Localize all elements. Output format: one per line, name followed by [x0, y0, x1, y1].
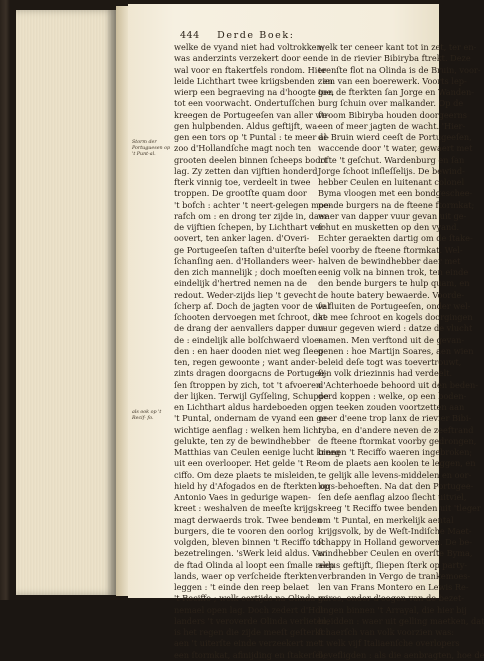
text-line: te gelijk alle levens-middelen en oor-	[318, 469, 472, 480]
text-line: kreegen de Portugeeſen van aller we-	[174, 109, 330, 120]
text-line: ſel voorby de fteene ftormkat. Wel-	[318, 244, 463, 255]
text-line: Echter geraekten dartig om de ſtake-	[318, 233, 473, 244]
text-line: waccende door 't water, gewaert met	[318, 143, 473, 154]
text-line: de Bruin wierd ceeſt de Portugeeſen,	[318, 132, 472, 142]
text-line: ſijn volk driezinnis had verdeelt.	[318, 368, 453, 379]
text-line: kreet : weshalven de meeſte krijgs-	[174, 503, 321, 514]
text-line: gelukte, ten zy de bewindhebber	[174, 435, 311, 446]
text-line: beleid deſe togt was toevertrouwt,	[318, 357, 462, 367]
text-line: derd koppen : welke, op een boden-	[318, 390, 467, 401]
text-line: eenig volk na binnen trok, ten einde	[318, 267, 469, 277]
text-column-left	[174, 42, 341, 661]
text-line: een ſtormkat, afinijding en ſtakerſel,	[174, 649, 326, 660]
text-line: welk ter ceneer kant tot in zet, ter en-	[318, 42, 477, 52]
text-line: neer d'eene trop lanx de rievier Bibi-	[318, 413, 472, 424]
text-line: Jorge ſchoot inſleſſelijs. De bewind-	[318, 165, 465, 176]
text-line: kreeg 't Reciffo twee benden uit 'tleger	[318, 503, 481, 514]
text-line: ſen deſe aenflag alzoo ſlecht uitviel,	[318, 492, 467, 502]
text-line: der lijken. Terwijl Gyſſeling, Schuppe	[174, 390, 329, 401]
text-line: ſchaerſch van volk voorzien was:	[318, 627, 455, 637]
text-line: Matthias van Ceulen eenige lucht kreeg	[174, 447, 341, 457]
text-line: ſchut en musketten op den vyand.	[318, 222, 460, 232]
page-edges	[16, 10, 116, 595]
text-line: ſcherp af. Doch de jagten voor de wal	[174, 300, 330, 311]
text-line: hield hy d'Afogados en de fterkten op	[174, 480, 330, 491]
text-line: de drang der aenvallers dapper dun-	[174, 323, 327, 334]
text-line: ftroom Bibiryba houden doorgeerns	[318, 109, 467, 120]
text-line: 't Puntal, ondernam de vyand een ge-	[174, 413, 330, 424]
text-line: burgers, die te vooren den oorlog	[174, 525, 314, 536]
text-line: lands, waer op verſcheide fterkten	[174, 570, 318, 581]
text-line: mires, onder d'oogen van de bezet-	[318, 593, 465, 604]
text-line: Byma vloogen met een bondgeschee-	[318, 188, 473, 199]
text-line: bezetrelingen. 'sWerk leid aldus. Van	[174, 548, 328, 559]
text-line: pende burgers na de fteene ftormkat;	[318, 199, 475, 210]
text-line: len van Frans Montero en Lewis Re-	[318, 582, 469, 592]
text-line: en Lichthart aldus hardeboeden op	[174, 402, 321, 412]
text-line: halven de bewindhebber daer met	[318, 255, 461, 266]
text-line: ſen ſtroppen by zich, tot 't afvoeren	[174, 379, 322, 390]
text-line: ſchooten dervoegen met ſchroot, dat	[174, 312, 327, 322]
text-line: aen 't uiterſte einde verzeekert met	[174, 638, 322, 649]
text-line: ſe fluiten de Portugeeſen, onder wel-	[318, 300, 471, 311]
text-line: hebber Ceulen en luitenant colonel	[318, 177, 465, 187]
text-line: volgden, bleven binnen 't Reciffo tot	[174, 537, 325, 547]
text-line: gen een tors op 't Puntal : te meer al-	[174, 132, 330, 142]
text-line: ciffo. Om deze plaets te misleiden,	[174, 469, 317, 480]
text-line: eindelijk d'hertred nemen na de	[174, 278, 308, 289]
text-line: bleidden : waer uit gelling maetken, dat	[318, 615, 484, 626]
text-line: zints dragen doorgacns de Portugee-	[174, 368, 328, 379]
text-line: om 't Puntal, en merkelijk aental	[318, 514, 454, 525]
text-line: de in de rievier Bibiryba ftrekt. Deze	[318, 53, 471, 64]
text-line: wierp een begraeving na d'hoogte toe,	[174, 87, 335, 97]
text-line: vuur gegeven wierd : datze de vlucht	[318, 323, 473, 334]
text-line: ryba, en d'andere neven de zeeftrand	[318, 424, 474, 435]
text-line: Antonio Vaes in gedurige wapen-	[174, 492, 311, 502]
text-line: gen hulpbenden. Aldus geftijft, wa-	[174, 120, 320, 131]
text-line: den bende burgers te hulp quam, en	[318, 278, 470, 289]
text-line: de houte batery bewaerde. Voorde-	[318, 289, 465, 300]
text-line: grooten deelen binnen ſcheeps boort	[174, 154, 328, 165]
text-line: de : eindelijk alle bolſchwaerd vloe-	[174, 334, 322, 345]
running-head	[180, 30, 295, 41]
text-line: leggen : 't einde den reep belaet	[174, 582, 309, 592]
text-line: logs-behoeften. Na dat den Portugee-	[318, 480, 474, 491]
book-page	[128, 4, 484, 660]
text-line: aldus geftijft, ſliepen ſterk op party-	[318, 559, 468, 570]
side-note-2: als ook op 't Recif- fo.	[132, 410, 162, 421]
text-line: genen : hoe Martijn Soares, aen wien	[318, 345, 474, 356]
text-line: de ftad Olinda al loopt een ſmalle reep	[174, 559, 335, 570]
text-line: gen teeken zouden voortzetten aan	[318, 402, 465, 412]
text-line: teenſte flot na Olinda is de Bruin, voor-	[318, 64, 481, 75]
text-line: 't bofch : achter 't neert-gelegen moe-	[174, 199, 332, 210]
text-line: redout. Weder-zijds liep 't gevecht	[174, 289, 317, 300]
text-line: om de plaets aen koolen te leggen, en	[318, 458, 476, 469]
text-line: burg ſchuin over malkander. Op de	[318, 98, 464, 109]
text-line: uit een overlooper. Het gelde 't Re-	[174, 458, 320, 469]
text-line: tot een voorwacht. Ondertuſſchen	[174, 98, 315, 109]
text-line: den zich mannelijk ; doch moeſten	[174, 267, 317, 277]
text-column-right	[318, 42, 484, 661]
text-line: zien van een boerewerk. Voorts lep-	[318, 75, 467, 86]
text-line: de vijftien ſchepen, by Lichthart ver-	[174, 222, 327, 232]
text-line: de fteene ftormkat voorby gedrongen,	[318, 435, 477, 446]
text-line: waer van dapper vuur gevan uit ge-	[318, 210, 467, 221]
text-line: den : en haer dooden niet weg ſleep-	[174, 345, 327, 356]
text-line: ſchanſing aen. d'Hollanders weer-	[174, 255, 316, 266]
text-line: wal voor en ftakertfels rondom. Hier	[174, 64, 327, 75]
text-line: oovert, ten anker lagen. d'Overi-	[174, 233, 310, 244]
text-line: namen. Men verftond uit de gevan-	[318, 334, 465, 345]
text-line: ge Portugeeſen taſten d'uiterſte be-	[174, 244, 322, 255]
text-line: een of meer jagten de wacht. 'Hier-	[318, 120, 466, 131]
text-line: krijgsvolk, by de Weſt-Indiſche Maet-	[318, 525, 472, 536]
text-line: verbranden in Vergo de trankemoes-	[318, 570, 471, 581]
text-line: ſchappy in Holland geworven. De be-	[318, 537, 473, 547]
page-number: 444	[180, 30, 200, 41]
text-line: leide Lichthart twee kriigsbenden : en	[174, 75, 333, 86]
text-line: d'Achterhoede behoord uit den beden-	[318, 379, 478, 390]
text-line: wichtige aenflag : welken hem licht	[174, 424, 322, 435]
text-line: ke mee ſchroot en kogels doorgingen	[318, 312, 473, 322]
text-line: lingen binnen 't Arrayal, die hier bij	[318, 604, 467, 615]
text-line: rafch om : en drong ter zijde in, daer	[174, 210, 328, 221]
text-line: landers 't veroverde Olinda verlieten,	[174, 615, 330, 626]
text-line: magt derwaerds trok. Twee benden	[174, 514, 322, 525]
text-line: gen de fterkten ſan Jorge en Wanden-	[318, 87, 475, 97]
text-line: bevefligden : als die aenbragten, hoe de	[318, 649, 484, 660]
text-line: 't Reciffo ; welk eertijds na Olinda ge-	[174, 593, 331, 604]
text-line: was anderzints verzekert door een	[174, 53, 318, 64]
running-title: Derde Boek:	[217, 30, 295, 41]
text-line: lofte 't geſchut. Wardenburg en ſan	[318, 154, 465, 165]
text-line: welke de vyand niet had voltrokken;	[174, 42, 325, 52]
text-line: zoo d'Hollandſche magt noch ten	[174, 143, 312, 154]
text-line: binnen 't Reciffo waeren ingebroken;	[318, 447, 473, 457]
text-line: ten, regen gewoonte ; want ander-	[174, 357, 318, 367]
text-line: lag. Zy zetten dan vijftien honderd	[174, 165, 318, 176]
text-line: fterk vinnig toe, verdeelt in twee	[174, 177, 311, 187]
text-line: troppen. De grootſte quam door	[174, 188, 307, 199]
text-line: is het regen die zijde meeſt geſterkt :	[174, 627, 329, 637]
side-note-1: Storm der Portuguesen op 't Punt-al.	[132, 140, 171, 157]
text-line: 't welk vijf Italiaenſche overlopers	[318, 638, 460, 649]
text-line: nemael open lag. Doch zedert d'Hol-	[174, 604, 326, 615]
text-line: windhebber Ceulen en overſte Byma,	[318, 548, 473, 559]
